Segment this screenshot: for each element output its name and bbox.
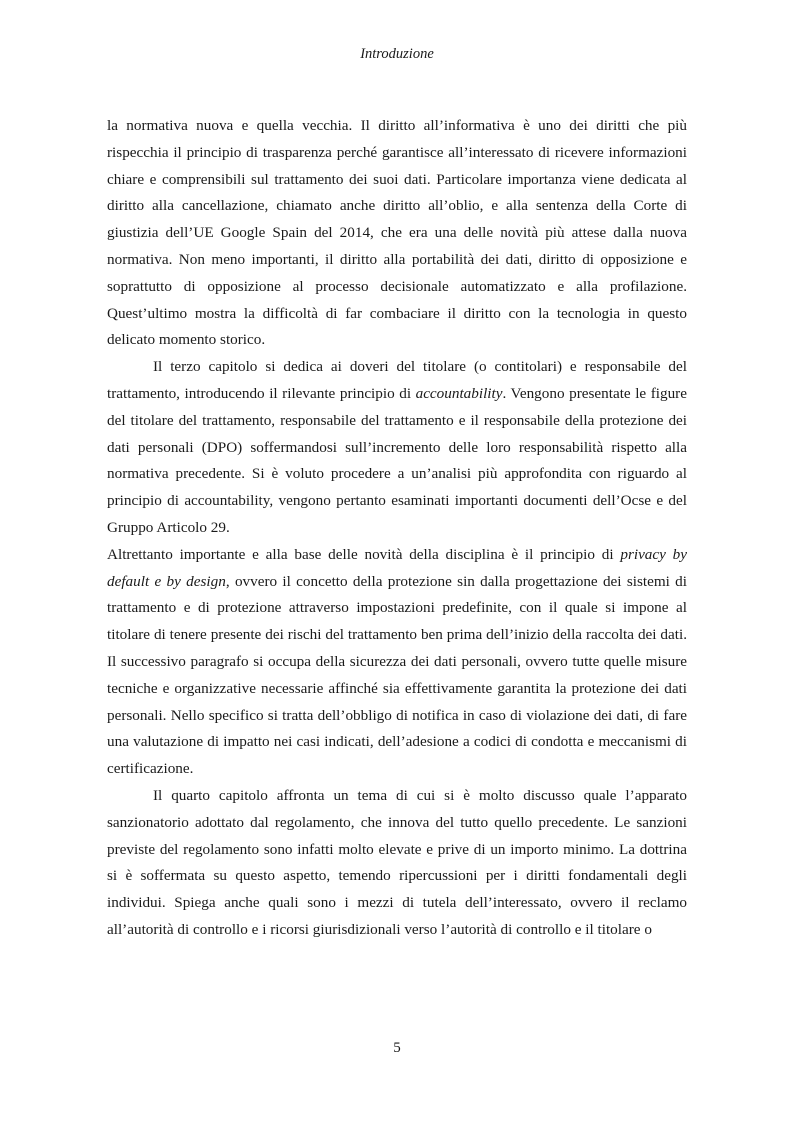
paragraph-4: Il quarto capitolo affronta un tema di cui si è molto discusso quale l’apparato sanzionatorio adottato dal regolamento, che innova del tutto quello precedente. Le sanzioni previste del regolamento sono infatti molto elevate e prive di un importo minimo. La dottrina si è soffermata su questo aspetto, temendo ripercussioni per i diritti fondamentali degli individui. Spiega anche quali sono i mezzi di tutela dell’interessato, ovvero il reclamo all’autorità di controllo e i ricorsi giurisdizionali verso l’autorità di controllo e il titolare o [107, 786, 687, 938]
document-body [107, 113, 687, 944]
paragraph-2-text-b: . Vengono presentate le figure del titolare del trattamento, responsabile del trattamento e il responsabile della protezione dei dati personali (DPO) soffermandosi sull’incremento delle loro responsabilità rispetto alla normativa precedente. Si è voluto procedere a un’analisi più approfondita con riguardo al principio di accountability, vengono pertanto esaminati importanti documenti dell’Ocse e del Gruppo Articolo 29. [107, 384, 687, 536]
page-number: 5 [393, 1040, 401, 1056]
paragraph-2 [107, 354, 687, 542]
paragraph-3 [107, 542, 687, 783]
paragraph-2-emphasis: accountability [415, 384, 503, 402]
paragraph-2-text-a: Il terzo capitolo si dedica ai doveri del titolare (o contitolari) e responsabile del trattamento, introducendo il rilevante principio di [107, 358, 687, 402]
paragraph-3-text-a: Altrettanto importante e alla base delle novità della disciplina è il principio di [107, 545, 621, 563]
paragraph-3-text-b: , ovvero il concetto della protezione sin dalla progettazione dei sistemi di trattamento e di protezione attraverso impostazioni predefinite, con il quale si impone al titolare di tenere presente dei rischi del trattamento ben prima dell’inizio della raccolta dei dati. Il successivo paragrafo si occupa della sicurezza dei dati personali, ovvero tutte quelle misure tecniche e organizzative necessarie affinché sia effettivamente garantita la protezione dei dati personali. Nello specifico si tratta dell’obbligo di notifica in caso di violazione dei dati, di fare una valutazione di impatto nei casi indicati, dell’adesione a codici di condotta e meccanismi di certificazione. [107, 572, 687, 778]
paragraph-1: la normativa nuova e quella vecchia. Il diritto all’informativa è uno dei diritti che più rispecchia il principio di trasparenza perché garantisce all’interessato di ricevere informazioni chiare e comprensibili sul trattamento dei suoi dati. Particolare importanza viene dedicata al diritto alla cancellazione, chiamato anche diritto all’oblio, e alla sentenza della Corte di giustizia dell’UE Google Spain del 2014, che era una delle novità più attese dalla nuova normativa. Non meno importanti, il diritto alla portabilità dei dati, diritto di opposizione e soprattutto di opposizione al processo decisionale automatizzato e alla profilazione. Quest’ultimo mostra la difficoltà di far combaciare il diritto con la tecnologia in questo delicato momento storico. [107, 117, 687, 349]
paragraph-3-emphasis: privacy by default e by design [107, 545, 688, 590]
page-header-title: Introduzione [360, 46, 434, 62]
